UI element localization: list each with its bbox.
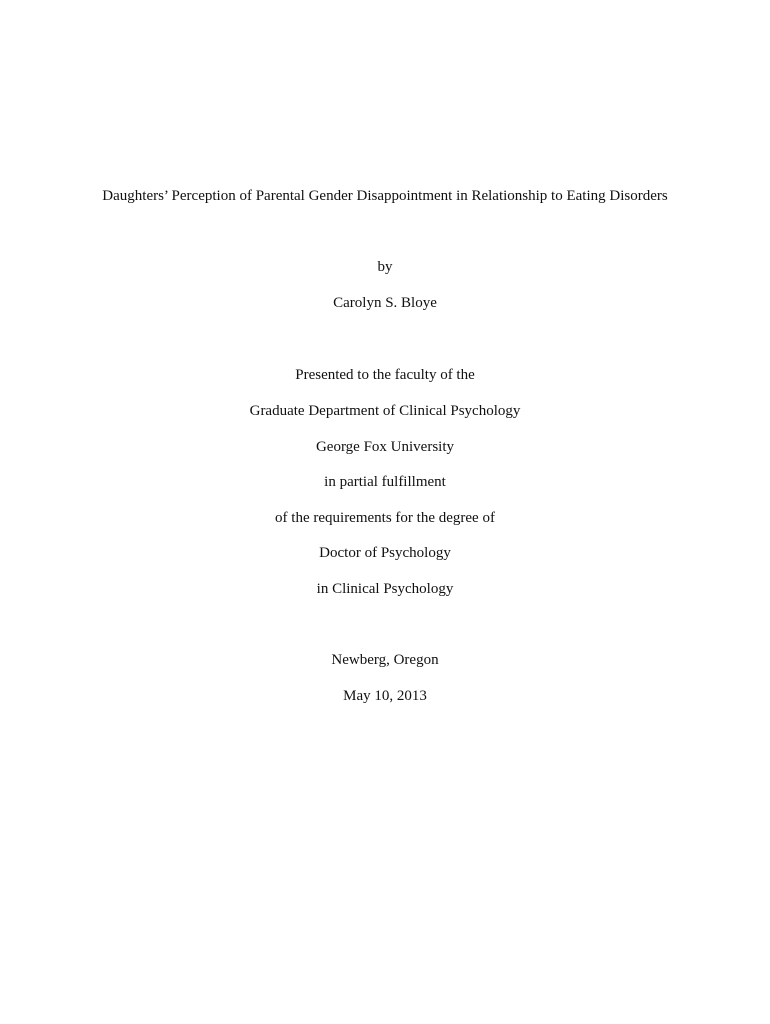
by-label: by — [377, 259, 393, 275]
presentation-line-3: George Fox University — [315, 439, 455, 455]
author-name: Carolyn S. Bloye — [333, 295, 437, 311]
submission-date: May 10, 2013 — [343, 688, 427, 704]
presentation-line-4: in partial fulfillment — [324, 474, 446, 490]
presentation-line-7: in Clinical Psychology — [316, 581, 454, 597]
presentation-line-2: Graduate Department of Clinical Psychology — [249, 403, 521, 419]
presentation-line-6: Doctor of Psychology — [319, 545, 451, 561]
location: Newberg, Oregon — [331, 652, 439, 668]
thesis-title: Daughters’ Perception of Parental Gender Disappointment in Relationship to Eating Disorders — [102, 188, 668, 204]
presentation-line-5: of the requirements for the degree of — [275, 510, 495, 526]
presentation-line-1: Presented to the faculty of the — [295, 367, 475, 383]
